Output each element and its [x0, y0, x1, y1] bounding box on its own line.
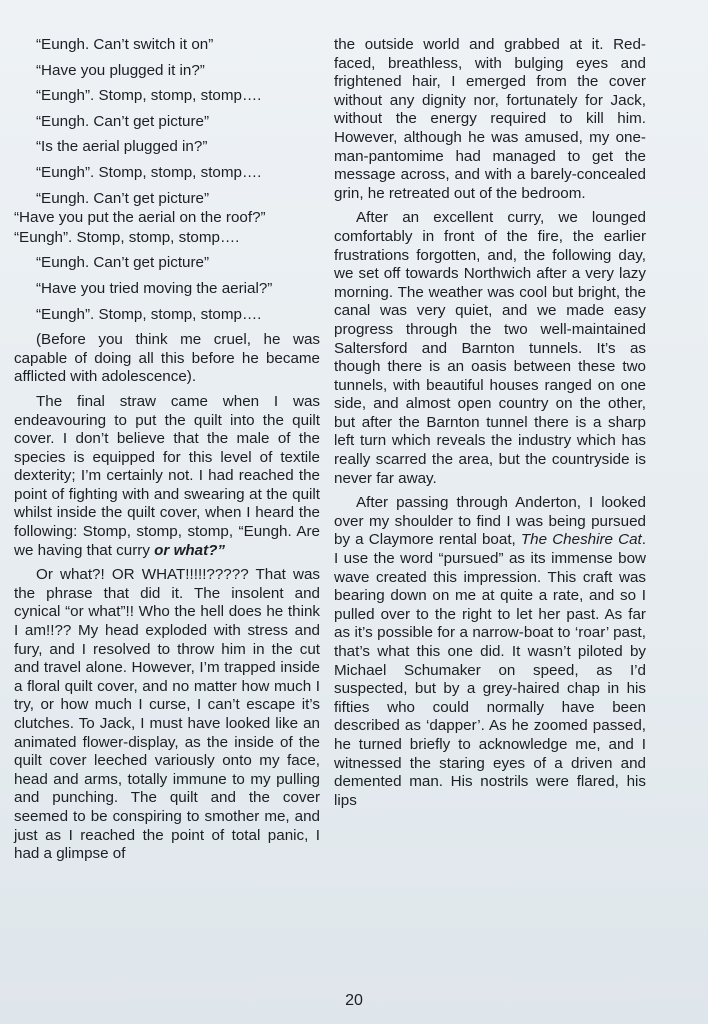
dialogue-line: “Eungh. Can’t get picture”: [36, 112, 210, 130]
dialogue-line: “Eungh”. Stomp, stomp, stomp….: [36, 87, 262, 105]
dialogue-line: “Have you tried moving the aerial?”: [36, 279, 273, 297]
dialogue-line: “Eungh. Can’t get picture”: [36, 254, 210, 272]
paragraph-final-straw: [14, 393, 320, 560]
paragraph-final-straw-text: The final straw came when I was endeavouring to put the quilt into the quilt cover. I don’t believe that the male of the species is equipped for this level of textile dexterity; I’m certainly not. I had reached the point of fighting with and swearing at the quilt whilst inside the quilt cover, when I heard the following: Stomp, stomp, stomp, “Eungh. Are we having that curry: [14, 392, 320, 559]
paragraph-anderton-text-2: . I use the word “pursued” as its immense bow wave created this impression. This craft was bearing down on me at quite a rate, and so I pulled over to the right to let her past. As far as it’s possible for a narrow-boat to ‘roar’ past, that’s what this one did. It wasn’t piloted by Michael Schumaker on speed, as I’d suspected, but by a grey-haired chap in his fifties who could normally have been described as ‘dapper’. As he zoomed passed, he turned briefly to acknowledge me, and I witnessed the staring eyes of a driven and demented man. His nostrils were flared, his lips: [334, 531, 646, 809]
paragraph-anderton-text-1: After passing through Anderton, I looked over my shoulder to find I was being pursued by a Claymore rental boat,: [334, 494, 646, 549]
page-number: 20: [345, 992, 363, 1009]
dialogue-line: “Is the aerial plugged in?”: [36, 138, 208, 156]
dialogue-line: “Eungh”. Stomp, stomp, stomp….: [14, 228, 240, 246]
paragraph-curry: After an excellent curry, we lounged comfortably in front of the fire, the earlier frustrations forgotten, and, the following day, we set off towards Northwich after a very lazy morning. The weather was cool but bright, the canal was very quiet, and we made easy progress through the two well-maintained Saltersford and Barnton tunnels. It’s as though there is an oasis between these two tunnels, with beautiful houses ranged on one side, and almost open country on the other, but after the Barnton tunnel there is a sharp left turn which reveals the industry which has really scarred the area, but the countryside is never far away.: [334, 209, 646, 487]
left-column: [14, 36, 320, 864]
paragraph-or-what: Or what?! OR WHAT!!!!!????? That was the phrase that did it. The insolent and cynical “or what”!! Who the hell does he think I am!!?? My head exploded with stress and fury, and I resolved to throw him in the cut and travel alone. However, I’m trapped inside a floral quilt cover, and no matter how much I try, or how much I curse, I can’t escape it’s clutches. To Jack, I must have looked like an animated flower-display, as the inside of the quilt cover leeched variously onto my face, head and arms, totally immune to my pulling and punching. The quilt and the cover seemed to be conspiring to smother me, and just as I reached the point of total panic, I had a glimpse of: [14, 566, 320, 863]
dialogue-line: “Eungh. Can’t get picture”: [36, 189, 210, 207]
dialogue-line: “Eungh”. Stomp, stomp, stomp….: [36, 163, 262, 181]
paragraph-continued: the outside world and grabbed at it. Red-faced, breathless, with bulging eyes and frightened hair, I emerged from the cover without any dignity nor, fortunately for Jack, without the energy required to kill him. However, although he was amused, my one-man-pantomime had managed to get the message across, and with a barely-concealed grin, he retreated out of the bedroom.: [334, 36, 646, 202]
paragraph-anderton: [334, 494, 646, 810]
dialogue-line: “Eungh”. Stomp, stomp, stomp….: [36, 305, 262, 323]
dialogue-line: “Have you plugged it in?”: [36, 61, 205, 79]
dialogue-line: “Eungh. Can’t switch it on”: [36, 36, 214, 53]
emphasis-or-what: or what?”: [154, 541, 226, 559]
boat-name: The Cheshire Cat: [520, 531, 642, 549]
dialogue-line: “Have you put the aerial on the roof?”: [14, 209, 266, 227]
paragraph-aside: (Before you think me cruel, he was capable of doing all this before he became afflicted with adolescence).: [14, 331, 320, 386]
right-column: [334, 36, 646, 810]
